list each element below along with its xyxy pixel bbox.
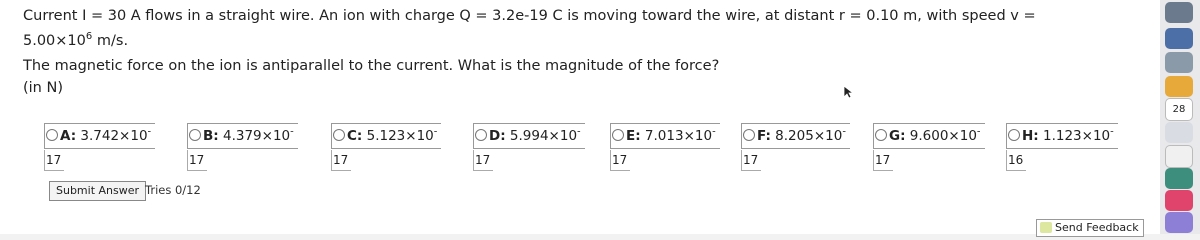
- app-dock: [1160, 0, 1200, 234]
- dock-calendar-icon[interactable]: 28: [1165, 98, 1193, 121]
- dock-podcasts-icon[interactable]: [1165, 212, 1193, 233]
- dock-folder-icon[interactable]: [1165, 2, 1193, 23]
- choice-e-label[interactable]: E: 7.013×10-: [610, 123, 720, 149]
- choice-d-label[interactable]: D: 5.994×10-: [473, 123, 585, 149]
- choice-f-exponent: 17: [741, 150, 761, 171]
- radio-icon[interactable]: [333, 129, 345, 141]
- answer-choices: [44, 123, 1144, 175]
- send-feedback-label: Send Feedback: [1055, 221, 1139, 234]
- feedback-icon: [1040, 222, 1052, 233]
- choice-a-exponent: 17: [44, 150, 64, 171]
- radio-icon[interactable]: [46, 129, 58, 141]
- question-unit: (in N): [23, 80, 63, 96]
- tries-counter: Tries 0/12: [145, 183, 201, 197]
- question-line-2: [23, 33, 128, 49]
- question-line-3: The magnetic force on the ion is antiparallel to the current. What is the magnitude of the force?: [23, 58, 720, 74]
- choice-g-label[interactable]: G: 9.600×10-: [873, 123, 985, 149]
- radio-icon[interactable]: [743, 129, 755, 141]
- dock-photos-icon[interactable]: [1165, 28, 1193, 49]
- question-line-1: Current I = 30 A flows in a straight wire. An ion with charge Q = 3.2e-19 C is moving toward the wire, at distant r = 0.10 m, with speed v =: [23, 8, 1036, 24]
- choice-b-label[interactable]: B: 4.379×10-: [187, 123, 298, 149]
- choice-h-exponent: 16: [1006, 150, 1026, 171]
- dock-settings-icon[interactable]: [1165, 52, 1193, 73]
- speed-mantissa: 5.00×10: [23, 33, 86, 49]
- choice-c-exponent: 17: [331, 150, 351, 171]
- speed-exponent: 6: [85, 31, 93, 43]
- submit-answer-button[interactable]: Submit Answer: [49, 181, 146, 201]
- radio-icon[interactable]: [1008, 129, 1020, 141]
- choice-b-exponent: 17: [187, 150, 207, 171]
- choice-c-label[interactable]: C: 5.123×10-: [331, 123, 441, 149]
- dock-music-icon[interactable]: [1165, 190, 1193, 211]
- choice-e-exponent: 17: [610, 150, 630, 171]
- dock-notes-icon[interactable]: [1165, 76, 1193, 97]
- radio-icon[interactable]: [875, 129, 887, 141]
- choice-d-exponent: 17: [473, 150, 493, 171]
- radio-icon[interactable]: [612, 129, 624, 141]
- choice-g-exponent: 17: [873, 150, 893, 171]
- dock-reminders-icon[interactable]: [1165, 122, 1193, 143]
- choice-a-label[interactable]: A: 3.742×10-: [44, 123, 155, 149]
- radio-icon[interactable]: [189, 129, 201, 141]
- choice-f-label[interactable]: F: 8.205×10-: [741, 123, 850, 149]
- mouse-cursor-icon: [843, 85, 853, 99]
- speed-unit: m/s.: [92, 33, 129, 49]
- send-feedback-button[interactable]: [1036, 219, 1144, 237]
- dock-maps-icon[interactable]: [1165, 168, 1193, 189]
- choice-h-label[interactable]: H: 1.123×10-: [1006, 123, 1118, 149]
- dock-textedit-icon[interactable]: [1165, 145, 1193, 168]
- radio-icon[interactable]: [475, 129, 487, 141]
